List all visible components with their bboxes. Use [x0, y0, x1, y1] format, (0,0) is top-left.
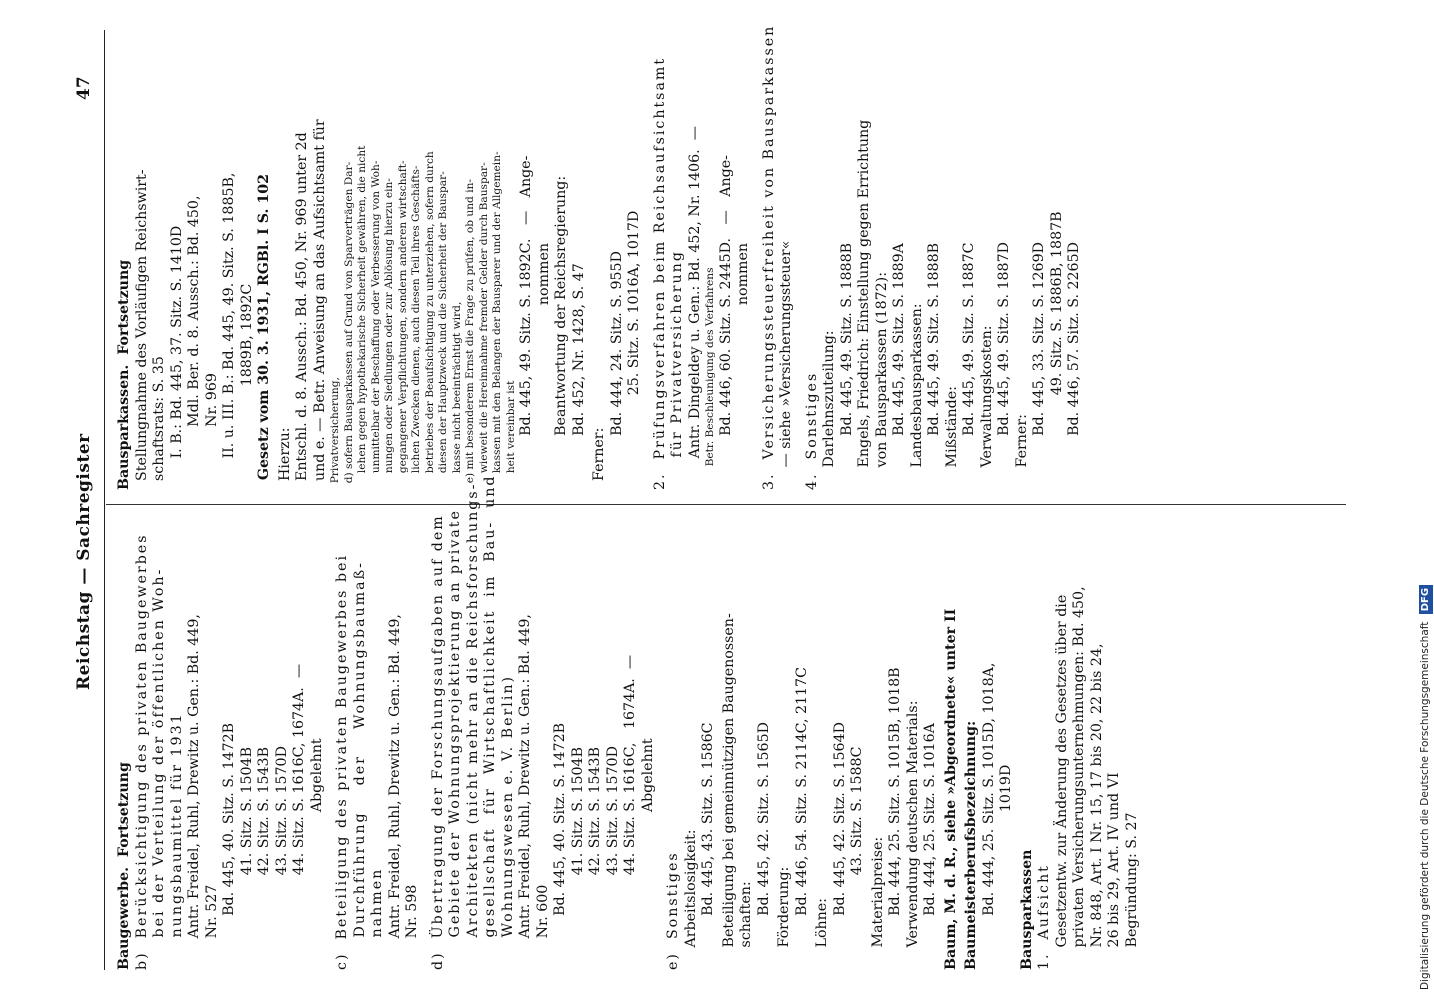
- register-line: Antr. Freidel, Ruhl, Drewitz u. Gen.: Bd. 449,: [517, 614, 533, 970]
- register-line: d) sofern Bausparkassen auf Grund von Sparverträgen Dar-: [342, 161, 355, 490]
- rotated-register-page: [70, 24, 1360, 970]
- register-line: Bd. 444, 25. Sitz. S. 1015B, 1018B: [887, 667, 903, 970]
- register-line: Nr. 848, Art. I Nr. 15, 17 bis 20, 22 bis 24,: [1088, 643, 1105, 970]
- register-line: 41. Sitz. S. 1504B: [238, 747, 255, 970]
- register-line: Stellungnahme des Vorläufigen Reichswirt-: [133, 169, 150, 490]
- register-line: 2. Prüfungsverfahren beim Reichsaufsichtsamt: [651, 56, 668, 490]
- register-line: nommen: [535, 242, 552, 490]
- register-line: e) Sonstiges: [665, 851, 681, 970]
- register-line: 4. Sonstiges: [803, 371, 820, 490]
- register-line: Arbeitslosigkeit:: [682, 829, 699, 970]
- register-line: 1. Aufsicht: [1036, 864, 1052, 970]
- right-column: [116, 24, 1084, 490]
- register-line: Abgelehnt: [639, 738, 656, 970]
- register-line: Bd. 444, 24. Sitz. S. 955D: [608, 251, 625, 490]
- register-line: Bd. 445, 42. Sitz. S. 1564D: [831, 722, 848, 970]
- register-line: Verwendung deutschen Materials:: [904, 700, 921, 970]
- register-line: Bd. 446, 54. Sitz. S. 2114C, 2117C: [793, 667, 810, 970]
- register-line: unmittelbar der Beschaffung oder Verbesserung von Woh-: [369, 160, 382, 490]
- register-line: Begründung: S. 27: [1123, 812, 1140, 970]
- register-line: Bd. 445, 49. Sitz. S. 1889A: [891, 243, 907, 490]
- register-line: d) Übertragung der Forschungsaufgaben auf dem: [429, 514, 446, 970]
- register-line: Hierzu:: [276, 427, 293, 490]
- register-line: Bd. 445, 49. Sitz. S. 1887D: [996, 242, 1012, 490]
- register-line: — siehe »Versicherungssteuer«: [778, 240, 794, 490]
- register-line: Bd. 445, 43. Sitz. S. 1586C: [700, 722, 716, 970]
- register-line: schaften:: [738, 881, 754, 970]
- register-line: Baugewerbe. Fortsetzung: [116, 762, 132, 970]
- register-line: 41. Sitz. S. 1504B: [569, 747, 586, 970]
- register-line: Bd. 446, 57. Sitz. S. 2265D: [1066, 242, 1082, 490]
- register-line: privaten Versicherungsunternehmungen: Bd. 450,: [1071, 586, 1087, 970]
- register-line: II. u. III. B.: Bd. 445, 49. Sitz. S. 1885B,: [221, 172, 237, 490]
- register-line: nommen: [735, 242, 751, 490]
- register-line: von Bausparkassen (1872):: [873, 272, 890, 490]
- register-line: Architekten (nicht mehr an die Reichsforschungs-: [464, 482, 481, 970]
- register-line: 43. Sitz. S. 1588C: [849, 746, 865, 970]
- register-line: lehen gegen hypothekarische Sicherheit gewähren, die nicht: [356, 145, 368, 490]
- register-line: Nr. 600: [534, 884, 551, 970]
- register-line: Privatversicherung,: [329, 377, 341, 490]
- register-line: 42. Sitz. S. 1543B: [587, 747, 603, 970]
- register-line: 1019D: [998, 764, 1014, 970]
- register-line: heit vereinbar ist: [504, 380, 517, 490]
- register-line: Abgelehnt: [308, 738, 325, 970]
- register-line: gesellschaft für Wirtschaftlichkeit im Bau- und: [482, 474, 498, 970]
- running-head-title: Reichstag — Sachregister: [74, 433, 94, 690]
- register-line: Beantwortung der Reichsregierung:: [553, 175, 569, 490]
- register-line: Gebiete der Wohnungsprojektierung an private: [447, 509, 463, 970]
- register-line: 42. Sitz. S. 1543B: [256, 747, 272, 970]
- register-line: Betr. Beschleunigung des Verfahrens: [704, 267, 716, 490]
- register-line: Antr. Freidel, Ruhl, Drewitz u. Gen.: Bd. 449,: [186, 614, 202, 970]
- register-line: kasse nicht beeinträchtigt wird,: [450, 301, 463, 490]
- header-rule: [104, 30, 105, 970]
- register-line: Löhne:: [814, 898, 830, 970]
- register-line: Nr. 527: [203, 884, 220, 970]
- register-line: 44. Sitz. S. 1616C, 1674A. —: [291, 663, 307, 970]
- register-line: Förderung:: [776, 866, 792, 970]
- register-line: nungsbaumittel für 1931: [168, 712, 185, 970]
- register-line: Bd. 445, 49. Sitz. S. 1888B: [838, 242, 855, 490]
- register-line: Bd. 445, 49. Sitz. S. 1892C. — Ange-: [518, 155, 534, 490]
- register-line: Bd. 446, 60. Sitz. S. 2445D. — Ange-: [717, 155, 734, 490]
- digitization-credit: [1416, 570, 1434, 990]
- register-line: schaftsrats: S. 35: [151, 356, 167, 490]
- register-line: kassen mit den Belangen der Bausparer und der Allgemein-: [491, 151, 503, 490]
- register-line: Bd. 444, 25. Sitz. S. 1015D, 1018A,: [980, 662, 997, 970]
- register-line: Landesbausparkassen:: [908, 303, 925, 490]
- register-line: diesen der Hauptzweck und die Sicherheit der Bauspar-: [437, 171, 449, 490]
- dfg-logo: DFG: [1419, 585, 1433, 614]
- register-line: Verwaltungskosten:: [978, 325, 995, 490]
- spacer: [796, 50, 804, 490]
- register-line: Gesetz vom 30. 3. 1931, RGBl. I S. 102: [256, 174, 272, 490]
- register-line: Bd. 445, 33. Sitz. S. 1269D: [1031, 242, 1047, 490]
- register-line: 1889B, 1892C: [238, 283, 255, 490]
- register-line: für Privatversicherung: [669, 250, 685, 490]
- register-line: gegangener Verpflichtungen, sondern anderen wirtschaft-: [396, 160, 409, 490]
- register-line: Materialpreise:: [869, 836, 886, 970]
- register-line: Wohnungswesen e. V. Berlin): [499, 674, 516, 970]
- column-divider: [106, 504, 1346, 505]
- register-line: wieweit die Hereinnahme fremder Gelder durch Bauspar-: [477, 162, 490, 490]
- register-line: Bd. 445, 40. Sitz. S. 1472B: [221, 722, 237, 970]
- register-line: Darlehnszuteilung:: [821, 330, 837, 490]
- register-line: betriebes der Beaufsichtigung zu unterziehen, sofern durch: [423, 151, 436, 490]
- register-line: 49. Sitz. S. 1886B, 1887B: [1048, 211, 1065, 490]
- register-line: I. B.: Bd. 445, 37. Sitz. S. 1410D: [168, 225, 185, 490]
- register-line: Bausparkassen. Fortsetzung: [116, 259, 132, 490]
- register-line: Mißstände:: [943, 386, 960, 490]
- register-line: Antr. Freidel, Ruhl, Drewitz u. Gen.: Bd. 449,: [386, 614, 403, 970]
- register-line: Bd. 445, 49. Sitz. S. 1888B: [926, 242, 942, 490]
- register-line: nahmen: [369, 867, 385, 970]
- spacer: [644, 50, 652, 490]
- register-line: Ferner:: [1013, 414, 1030, 490]
- register-line: Bd. 445, 40. Sitz. S. 1472B: [552, 722, 568, 970]
- register-line: b) Berücksichtigung des privaten Baugewerbes: [133, 533, 150, 970]
- register-line: Baum, M. d. R., siehe »Abgeordnete« unter II: [942, 608, 959, 970]
- register-line: nungen oder Siedlungen oder zur Ablösung hierzu ein-: [383, 178, 395, 490]
- register-line: 44. Sitz. S. 1616C, 1674A. —: [622, 654, 638, 970]
- register-line: lichen Zwecken dienen, auch diesen Teil ihres Geschäfts-: [410, 165, 422, 490]
- register-line: 26 bis 29, Art. IV und VI: [1106, 772, 1122, 970]
- register-line: e) mit besonderem Ernst die Frage zu prüfen, ob und in-: [464, 179, 476, 490]
- register-line: 43. Sitz. S. 1570D: [604, 746, 621, 970]
- register-line: c) Beteiligung des privaten Baugewerbes bei: [334, 554, 350, 970]
- register-line: Engels, Friedrich: Einstellung gegen Errichtung: [856, 119, 872, 490]
- register-line: Bausparkassen: [1018, 849, 1035, 970]
- register-line: Gesetzentw. zur Änderung des Gesetzes über die: [1053, 594, 1070, 970]
- register-line: Beteiligung bei gemeinnützigen Baugenossen-: [720, 613, 737, 970]
- register-line: Baumeisterberufsbezeichnung:: [963, 720, 979, 970]
- page-number: 47: [74, 76, 94, 100]
- running-head: [76, 30, 102, 970]
- register-line: Bd. 445, 49. Sitz. S. 1887C: [961, 242, 977, 490]
- register-line: 3. Versicherungssteuerfreiheit von Bausparkassen: [760, 24, 777, 490]
- digitization-note: Digitalisierung gefördert durch die Deutsche Forschungsgemeinschaft: [1419, 621, 1431, 990]
- register-line: Durchführung der Wohnungsbaumaß-: [351, 561, 368, 970]
- register-line: Nr. 969: [203, 373, 220, 490]
- spacer: [657, 530, 665, 970]
- register-line: Antr. Dingeldey u. Gen.: Bd. 452, Nr. 1406. —: [686, 126, 703, 490]
- register-line: bei der Verteilung der öffentlichen Woh-: [151, 567, 167, 970]
- register-line: 25. Sitz. S. 1016A, 1017D: [626, 210, 642, 490]
- register-line: Bd. 452, Nr. 1428, S. 47: [570, 263, 587, 490]
- register-line: 43. Sitz. S. 1570D: [273, 746, 290, 970]
- register-line: Entschl. d. 8. Aussch.: Bd. 450, Nr. 969 unter 2d: [294, 132, 310, 490]
- register-line: Bd. 445, 42. Sitz. S. 1565D: [755, 722, 772, 970]
- register-line: Nr. 598: [404, 884, 420, 970]
- left-column: [116, 474, 1141, 970]
- register-line: Ferner:: [591, 427, 607, 490]
- spacer: [326, 530, 334, 970]
- register-line: Mdl. Ber. d. 8. Aussch.: Bd. 450,: [186, 195, 202, 490]
- spacer: [753, 50, 761, 490]
- spacer: [422, 530, 430, 970]
- register-line: und e. — Betr. Anweisung an das Aufsichtsamt für: [311, 119, 328, 490]
- register-line: Bd. 444, 25. Sitz. S. 1016A: [922, 723, 938, 970]
